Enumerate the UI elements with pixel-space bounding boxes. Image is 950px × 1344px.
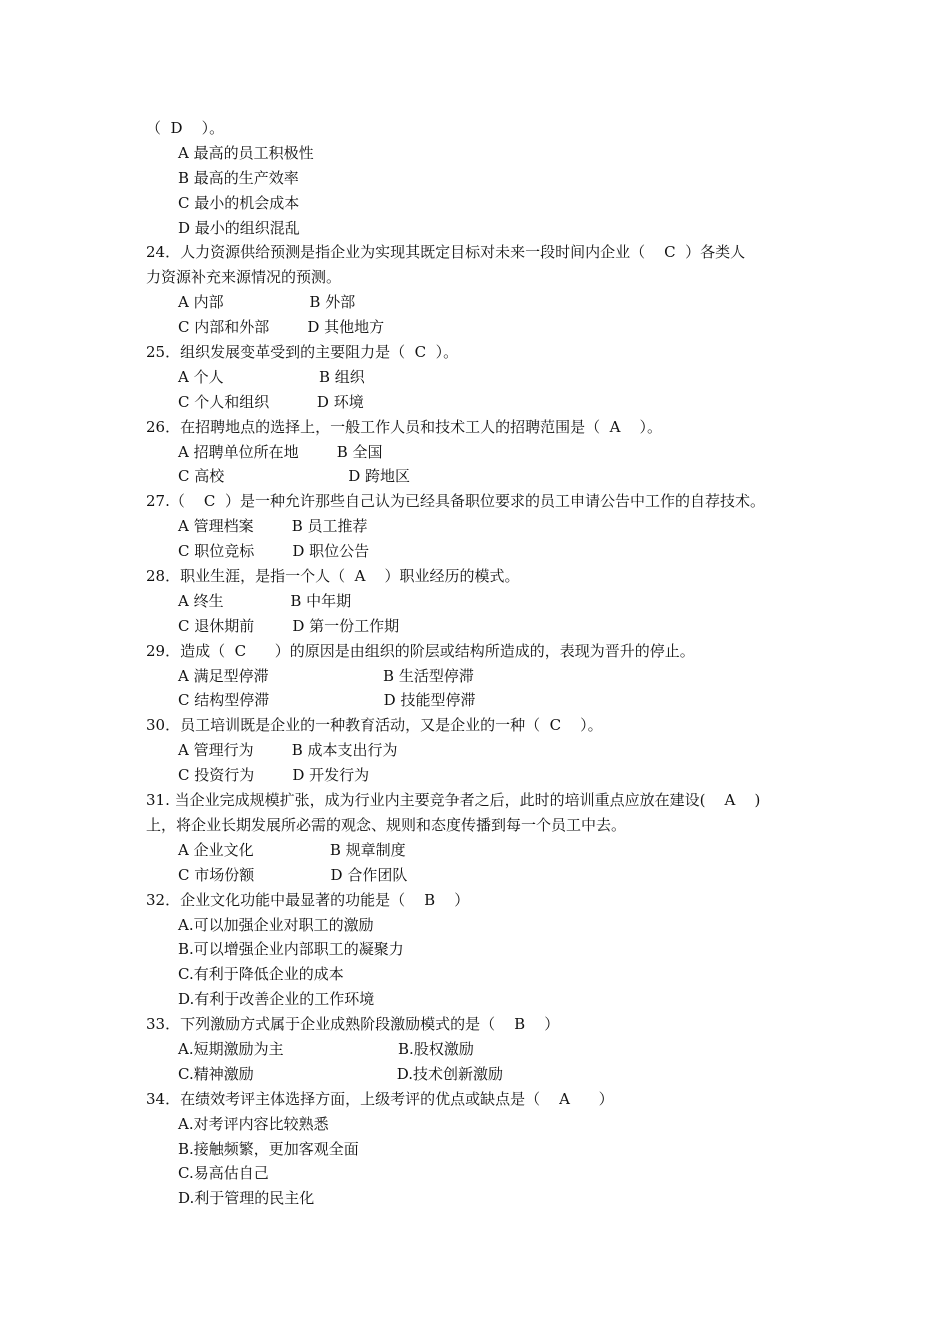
option-line: A 招聘单位所在地 B 全国 bbox=[178, 442, 383, 461]
option-line: A 企业文化 B 规章制度 bbox=[178, 840, 406, 859]
option-line: B.接触频繁，更加客观全面 bbox=[178, 1139, 359, 1158]
option-line: C.有利于降低企业的成本 bbox=[178, 965, 344, 984]
question-line: 30．员工培训既是企业的一种教育活动，又是企业的一种（ C ）。 bbox=[146, 716, 603, 735]
question-line: 31. 当企业完成规模扩张，成为行业内主要竞争者之后，此时的培训重点应放在建设( A ) bbox=[146, 791, 761, 810]
option-line: C 个人和组织 D 环境 bbox=[178, 392, 364, 411]
option-line: A 终生 B 中年期 bbox=[178, 591, 352, 610]
option-line: A.可以加强企业对职工的激励 bbox=[178, 915, 374, 934]
question-line: 力资源补充来源情况的预测。 bbox=[146, 268, 342, 287]
option-line: C 市场份额 D 合作团队 bbox=[178, 865, 408, 884]
option-line: A.对考评内容比较熟悉 bbox=[178, 1114, 329, 1133]
option-line: C.易高估自己 bbox=[178, 1164, 269, 1183]
question-line: 34．在绩效考评主体选择方面，上级考评的优点或缺点是（ A ） bbox=[146, 1089, 614, 1108]
question-line: 26．在招聘地点的选择上，一般工作人员和技术工人的招聘范围是（ A ）。 bbox=[146, 417, 663, 436]
option-line: D.利于管理的民主化 bbox=[178, 1189, 315, 1208]
question-line: （ D ）。 bbox=[146, 119, 225, 137]
option-line: A 个人 B 组织 bbox=[178, 367, 365, 386]
option-line: A 满足型停滞 B 生活型停滞 bbox=[178, 666, 474, 685]
question-line: 25．组织发展变革受到的主要阻力是（ C ）。 bbox=[146, 343, 459, 362]
option-line: A 最高的员工积极性 bbox=[178, 143, 314, 162]
option-line: D.有利于改善企业的工作环境 bbox=[178, 990, 375, 1009]
option-line: A 管理档案 B 员工推荐 bbox=[178, 517, 368, 536]
option-line: C 退休期前 D 第一份工作期 bbox=[178, 616, 400, 635]
question-line: 29．造成（ C ）的原因是由组织的阶层或结构所造成的，表现为晋升的停止。 bbox=[146, 641, 695, 660]
option-line: C 最小的机会成本 bbox=[178, 193, 300, 212]
option-line: A.短期激励为主 B.股权激励 bbox=[178, 1039, 474, 1058]
option-line: D 最小的组织混乱 bbox=[178, 218, 300, 237]
option-line: C 内部和外部 D 其他地方 bbox=[178, 318, 385, 337]
option-line: C 高校 D 跨地区 bbox=[178, 467, 411, 486]
option-line: C 职位竞标 D 职位公告 bbox=[178, 542, 370, 561]
option-line: B.可以增强企业内部职工的凝聚力 bbox=[178, 940, 404, 959]
option-line: C 投资行为 D 开发行为 bbox=[178, 766, 370, 785]
question-line: 上，将企业长期发展所必需的观念、规则和态度传播到每一个员工中去。 bbox=[146, 815, 627, 834]
question-line: 28．职业生涯，是指一个人（ A ）职业经历的模式。 bbox=[146, 567, 520, 586]
question-line: 32．企业文化功能中最显著的功能是（ B ） bbox=[146, 890, 470, 909]
question-list bbox=[146, 116, 826, 1211]
option-line: A 管理行为 B 成本支出行为 bbox=[178, 741, 398, 760]
option-line: C.精神激励 D.技术创新激励 bbox=[178, 1064, 504, 1083]
question-line: 24．人力资源供给预测是指企业为实现其既定目标对未来一段时间内企业（ C ）各类人 bbox=[146, 243, 746, 262]
option-line: C 结构型停滞 D 技能型停滞 bbox=[178, 691, 476, 710]
option-line: A 内部 B 外部 bbox=[178, 293, 356, 312]
question-line: 33．下列激励方式属于企业成熟阶段激励模式的是（ B ） bbox=[146, 1015, 560, 1034]
option-line: B 最高的生产效率 bbox=[178, 168, 299, 187]
question-line: 27.（ C ）是一种允许那些自己认为已经具备职位要求的员工申请公告中工作的自荐技术。 bbox=[146, 492, 765, 511]
